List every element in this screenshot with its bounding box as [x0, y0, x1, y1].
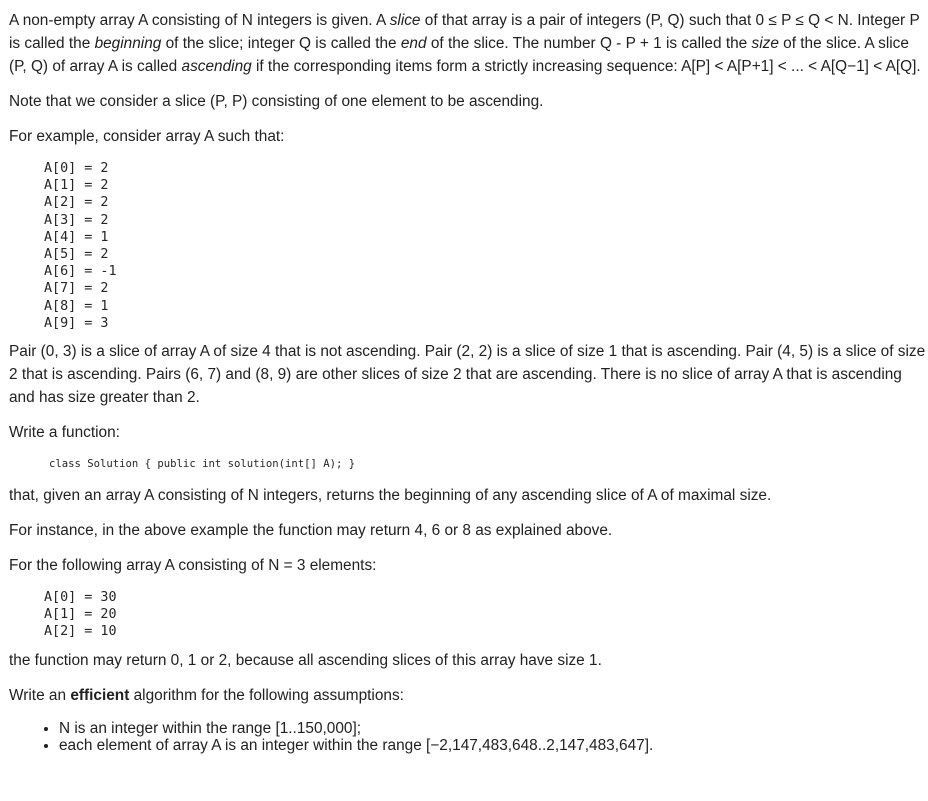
- text-run: Write an: [9, 686, 71, 704]
- function-signature: class Solution { public int solution(int[] A); }: [49, 458, 356, 471]
- code-line: A[9] = 3: [44, 315, 109, 331]
- returns-paragraph: that, given an array A consisting of N integers, returns the beginning of any ascending slice of A of maximal size.: [9, 487, 772, 505]
- code-line: A[0] = 30: [44, 590, 117, 606]
- text-run: of that array is a pair of integers (P, Q) such that 0 ≤ P ≤ Q < N. Integer P is called the: [9, 12, 920, 52]
- code-line: A[1] = 2: [44, 178, 109, 194]
- definition-paragraph: [9, 9, 926, 78]
- code-line: A[3] = 2: [44, 212, 109, 228]
- code-line: A[1] = 20: [44, 607, 117, 623]
- text-run: A non-empty array A consisting of N integers is given. A: [9, 12, 390, 29]
- code-line: A[7] = 2: [44, 281, 109, 297]
- code-line: A[2] = 10: [44, 624, 117, 640]
- term-slice: slice: [389, 12, 421, 29]
- code-line: A[5] = 2: [44, 247, 109, 263]
- second-result-paragraph: the function may return 0, 1 or 2, because all ascending slices of this array have size 1.: [9, 651, 602, 669]
- text-run: if the corresponding items form a strictly increasing sequence: A[P] < A[P+1] < ... < A[Q−1] < A[Q].: [251, 58, 921, 75]
- text-run: of the slice. A slice (P, Q) of array A is called: [9, 35, 909, 75]
- text-run: of the slice; integer Q is called the: [161, 35, 401, 52]
- code-line: A[4] = 1: [44, 229, 109, 245]
- explanation-paragraph: Pair (0, 3) is a slice of array A of size 4 that is not ascending. Pair (2, 2) is a slice of size 1 that is ascending. Pair (4, 5) is a slice of size 2 that is ascending. Pairs (6, 7) and (8, 9) are other slices of size 2 that are ascending. There is no slice of array A that is ascending and has size greater than 2.: [9, 343, 926, 407]
- code-line: A[0] = 2: [44, 161, 109, 176]
- text-run: of the slice. The number Q - P + 1 is called the: [426, 35, 752, 52]
- term-size: size: [751, 35, 779, 52]
- emphasis-efficient: efficient: [70, 686, 130, 704]
- term-beginning: beginning: [94, 35, 162, 52]
- second-example-intro-paragraph: For the following array A consisting of N = 3 elements:: [9, 557, 377, 575]
- term-ascending: ascending: [181, 58, 252, 75]
- code-line: A[8] = 1: [44, 298, 109, 314]
- second-example-array-code: [9, 589, 926, 641]
- efficiency-paragraph: [9, 684, 926, 707]
- list-item: • each element of array A is an integer within the range [−2,147,483,648..2,147,483,647].: [59, 737, 926, 754]
- write-function-paragraph: Write a function:: [9, 424, 120, 442]
- example-array-code: [9, 160, 926, 332]
- code-line: A[6] = -1: [44, 264, 117, 280]
- term-end: end: [400, 35, 427, 52]
- list-item: • N is an integer within the range [1..150,000];: [59, 720, 926, 737]
- text-run: algorithm for the following assumptions:: [129, 686, 404, 704]
- instance-paragraph: For instance, in the above example the function may return 4, 6 or 8 as explained above.: [9, 522, 613, 540]
- note-paragraph: Note that we consider a slice (P, P) consisting of one element to be ascending.: [9, 93, 544, 110]
- example-intro-paragraph: For example, consider array A such that:: [9, 128, 285, 145]
- assumptions-list: [9, 720, 926, 754]
- code-line: A[2] = 2: [44, 195, 109, 211]
